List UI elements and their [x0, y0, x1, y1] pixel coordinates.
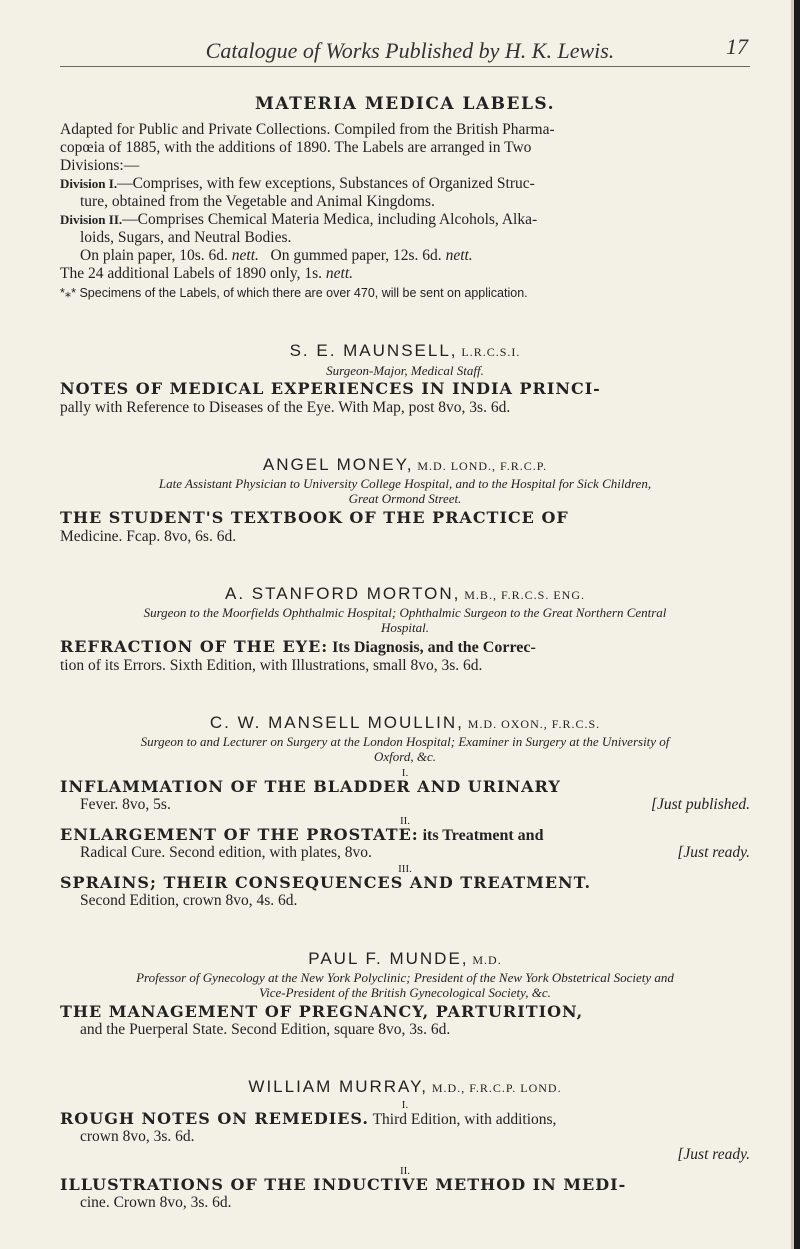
murray-book-1-status: [Just ready.	[677, 1146, 750, 1163]
munde-author: PAUL F. MUNDE,	[308, 949, 469, 968]
murray-book-2: ILLUSTRATIONS OF THE INDUCTIVE METHOD IN MEDI-	[60, 1175, 627, 1194]
materia-line-2: copœia of 1885, with the additions of 1890. The Labels are arranged in Two	[60, 139, 532, 156]
moullin-book-3-cont: Second Edition, crown 8vo, 4s. 6d.	[80, 892, 298, 909]
price-additional: The 24 additional Labels of 1890 only, 1s.	[60, 265, 323, 282]
murray-book-1-rest: Third Edition, with additions,	[372, 1111, 557, 1128]
morton-author-line	[60, 585, 750, 605]
moullin-book-2	[60, 826, 750, 845]
moullin-book-1-cont: Fever. 8vo, 5s.	[80, 796, 171, 813]
division-1-label: Division I.	[60, 176, 118, 191]
division-2	[60, 211, 750, 229]
money-role-1: Late Assistant Physician to University College Hospital, and to the Hospital for Sick Children,	[158, 476, 652, 491]
morton-title	[60, 638, 750, 657]
murray-author: WILLIAM MURRAY,	[248, 1077, 428, 1096]
nett-plain: nett.	[231, 247, 259, 264]
murray-credentials: M.D., F.R.C.P. LOND.	[431, 1081, 562, 1095]
murray-book-1-cont: crown 8vo, 3s. 6d.	[80, 1128, 195, 1145]
moullin-book-2-caps: ENLARGEMENT OF THE PROSTATE:	[60, 825, 419, 844]
moullin-book-1-status: [Just published.	[650, 796, 750, 813]
murray-numeral-2: II.	[399, 1165, 411, 1177]
materia-line-1: Adapted for Public and Private Collections. Compiled from the British Pharma-	[60, 121, 555, 138]
division-2-cont: loids, Sugars, and Neutral Bodies.	[80, 229, 292, 246]
moullin-book-3: SPRAINS; THEIR CONSEQUENCES AND TREATMENT.	[60, 873, 592, 892]
page-number: 17	[726, 34, 748, 59]
munde-title: THE MANAGEMENT OF PREGNANCY, PARTURITION,	[60, 1002, 584, 1021]
nett-additional: nett.	[325, 265, 354, 282]
moullin-book-1: INFLAMMATION OF THE BLADDER AND URINARY	[60, 777, 561, 796]
morton-title-caps: REFRACTION OF THE EYE:	[60, 637, 329, 656]
munde-role-2: Vice-President of the British Gynecological Society, &c.	[259, 985, 551, 1000]
materia-prices	[80, 247, 750, 265]
page-edge	[794, 0, 800, 1249]
moullin-author: C. W. MANSELL MOULLIN,	[209, 713, 464, 732]
price-plain: On plain paper, 10s. 6d.	[80, 247, 228, 264]
header-rule	[60, 66, 750, 67]
morton-author: A. STANFORD MORTON,	[224, 584, 461, 603]
moullin-numeral-3: III.	[398, 863, 412, 875]
morton-role-1: Surgeon to the Moorfields Ophthalmic Hospital; Ophthalmic Surgeon to the Great Northern Central	[143, 605, 667, 620]
murray-book-1-caps: ROUGH NOTES ON REMEDIES.	[60, 1109, 369, 1128]
moullin-numeral-1: I.	[401, 767, 409, 779]
materia-line-3: Divisions:—	[60, 157, 140, 174]
money-title: THE STUDENT'S TEXTBOOK OF THE PRACTICE OF	[60, 508, 569, 527]
moullin-role-2: Oxford, &c.	[374, 749, 436, 764]
maunsell-author-line	[60, 342, 750, 362]
money-credentials: M.D. LOND., F.R.C.P.	[417, 459, 548, 473]
morton-role-2: Hospital.	[380, 620, 430, 635]
morton-title-rest: Its Diagnosis, and the Correc-	[332, 639, 536, 656]
division-1-cont: ture, obtained from the Vegetable and Animal Kingdoms.	[80, 193, 435, 210]
munde-role-1: Professor of Gynecology at the New York Polyclinic; President of the New York Obstetrical Society and	[136, 970, 674, 985]
moullin-author-line	[60, 714, 750, 734]
maunsell-role: Surgeon-Major, Medical Staff.	[326, 363, 484, 378]
division-1	[60, 175, 750, 193]
moullin-role-1: Surgeon to and Lecturer on Surgery at the London Hospital; Examiner in Surgery at the University of	[140, 734, 670, 749]
materia-note: *⁎* Specimens of the Labels, of which there are over 470, will be sent on application.	[60, 286, 528, 300]
murray-book-2-cont: cine. Crown 8vo, 3s. 6d.	[80, 1194, 232, 1211]
maunsell-title: NOTES OF MEDICAL EXPERIENCES IN INDIA PRINCI-	[60, 379, 601, 398]
running-title: Catalogue of Works Published by H. K. Lewis.	[205, 38, 615, 63]
division-2-text: —Comprises Chemical Materia Medica, including Alcohols, Alka-	[122, 211, 538, 228]
murray-numeral-1: I.	[401, 1099, 409, 1111]
price-gummed: On gummed paper, 12s. 6d.	[270, 247, 442, 264]
money-author: ANGEL MONEY,	[262, 455, 414, 474]
page-edge-shadow	[791, 0, 794, 1249]
moullin-numeral-2: II.	[399, 815, 411, 827]
nett-gummed: nett.	[445, 247, 473, 264]
moullin-book-2-status: [Just ready.	[677, 844, 750, 861]
munde-credentials: M.D.	[472, 953, 502, 967]
munde-title-cont: and the Puerperal State. Second Edition, square 8vo, 3s. 6d.	[80, 1021, 451, 1038]
murray-book-1	[60, 1110, 750, 1129]
division-1-text: —Comprises, with few exceptions, Substances of Organized Struc-	[117, 175, 535, 192]
moullin-book-2-rest: its Treatment and	[422, 827, 544, 844]
munde-author-line	[60, 950, 750, 970]
maunsell-author: S. E. MAUNSELL,	[289, 341, 458, 360]
division-2-label: Division II.	[60, 212, 123, 227]
maunsell-title-cont: pally with Reference to Diseases of the Eye. With Map, post 8vo, 3s. 6d.	[60, 399, 511, 416]
materia-additional	[60, 265, 750, 283]
morton-credentials: M.B., F.R.C.S. ENG.	[464, 588, 585, 602]
money-title-cont: Medicine. Fcap. 8vo, 6s. 6d.	[60, 528, 237, 545]
materia-title: MATERIA MEDICA LABELS.	[255, 94, 555, 114]
moullin-credentials: M.D. OXON., F.R.C.S.	[467, 717, 601, 731]
moullin-book-2-cont: Radical Cure. Second edition, with plates, 8vo.	[80, 844, 372, 861]
morton-title-cont: tion of its Errors. Sixth Edition, with Illustrations, small 8vo, 3s. 6d.	[60, 657, 483, 674]
maunsell-credentials: L.R.C.S.I.	[461, 345, 521, 359]
money-author-line	[60, 456, 750, 476]
murray-author-line	[60, 1078, 750, 1098]
money-role-2: Great Ormond Street.	[348, 491, 462, 506]
